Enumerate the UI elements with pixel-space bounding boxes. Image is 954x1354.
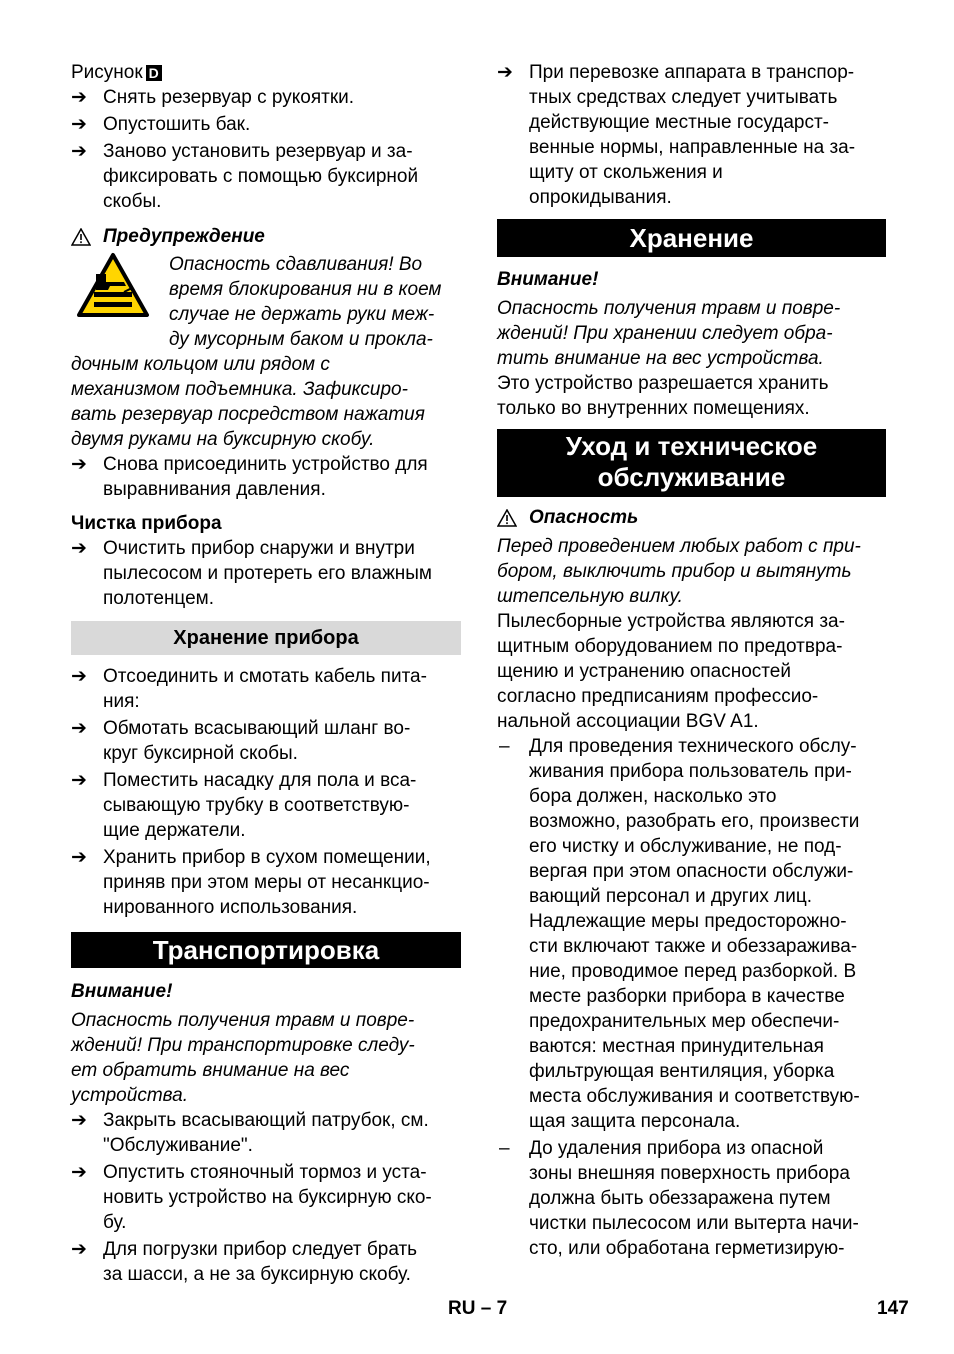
transport-attention-label: Внимание! — [71, 981, 173, 1002]
list-item-line: приняв при этом меры от несанкцио- — [103, 872, 430, 893]
maintenance-text-line: щитным оборудованием по предотвра- — [497, 636, 843, 657]
list-item-line: сывающую трубку в соответствую- — [103, 795, 410, 816]
storage-text-line: только во внутренних помещениях. — [497, 398, 810, 419]
danger-text — [497, 534, 886, 609]
list-item-line: Обмотать всасывающий шланг во- — [103, 718, 411, 739]
list-item-line: опрокидывания. — [529, 187, 672, 208]
list-item-line: круг буксирной скобы. — [103, 743, 298, 764]
transport-warning-line: устройства. — [71, 1085, 188, 1106]
list-item-line: должна быть обеззаражена путем — [529, 1188, 831, 1209]
arrow-right-icon: ➔ — [71, 1162, 87, 1183]
storage-warning-line: ждений! При хранении следует обра- — [497, 323, 833, 344]
danger-text-line: Перед проведением любых работ с при- — [497, 536, 861, 557]
list-item-line: сто, или обработана герметизирую- — [529, 1238, 845, 1259]
list-item-line: полотенцем. — [103, 588, 215, 609]
list-item-line: пылесосом и протереть его влажным — [103, 563, 432, 584]
warning-line: дочным кольцом или рядом с — [71, 354, 330, 375]
arrow-right-icon: ➔ — [71, 454, 87, 475]
maintenance-text-line: щению и устранению опасностей — [497, 661, 791, 682]
list-item-line: тных средствах следует учитывать — [529, 87, 838, 108]
storage-text-line: Это устройство разрешается хранить — [497, 373, 829, 394]
arrow-right-icon: ➔ — [71, 87, 87, 108]
arrow-right-icon: ➔ — [71, 770, 87, 791]
list-item-line: ния: — [103, 691, 140, 712]
transport-warning-line: Опасность получения травм и повре- — [71, 1010, 415, 1031]
vehicle-transport-step — [497, 60, 886, 210]
removal-steps — [71, 85, 461, 216]
warning-line: вать резервуар посредством нажатия — [71, 404, 425, 425]
storage-warning-text — [497, 296, 886, 371]
cleaning-step — [71, 536, 461, 611]
arrow-right-icon: ➔ — [71, 1110, 87, 1131]
arrow-right-icon: ➔ — [71, 538, 87, 559]
list-item-line: вергая при этом опасности обслужи- — [529, 861, 854, 882]
transport-warning-line: ет обратить внимание на вес — [71, 1060, 350, 1081]
storage-warning-line: тить внимание на вес устройства. — [497, 348, 824, 369]
list-item-line: Снять резервуар с рукоятки. — [103, 87, 355, 108]
list-item — [71, 1160, 461, 1235]
list-item — [71, 716, 461, 766]
danger-heading: Опасность — [497, 505, 886, 530]
list-item — [71, 85, 461, 110]
list-item — [71, 1237, 461, 1287]
arrow-right-icon: ➔ — [71, 847, 87, 868]
cleaning-heading: Чистка прибора — [71, 513, 222, 534]
list-item-line: Закрыть всасывающий патрубок, см. — [103, 1110, 429, 1131]
warning-line: время блокирования ни в коем — [169, 279, 442, 300]
left-column — [71, 60, 461, 1289]
list-item — [71, 845, 461, 920]
list-item-line: Поместить насадку для пола и вса- — [103, 770, 417, 791]
arrow-right-icon: ➔ — [71, 718, 87, 739]
storage-device-heading: Хранение прибора — [71, 621, 461, 655]
transport-steps — [71, 1108, 461, 1289]
list-item — [497, 734, 886, 1134]
storage-warning-line: Опасность получения травм и повре- — [497, 298, 841, 319]
list-item-line: возможно, разобрать его, произвести — [529, 811, 860, 832]
arrow-right-icon: ➔ — [71, 141, 87, 162]
figure-reference: Рисунок D — [71, 60, 461, 85]
list-item-line: места обслуживания и соответствую- — [529, 1086, 860, 1107]
storage-attention-label: Внимание! — [497, 269, 599, 290]
list-item-line: ние, проводимое перед разборкой. В — [529, 961, 857, 982]
list-item-line: вающий персонал и других лиц. — [529, 886, 812, 907]
list-item-line: бора должен, насколько это — [529, 786, 777, 807]
list-item-line: его чистку и обслуживание, не под- — [529, 836, 842, 857]
list-item-line: новить устройство на буксирную ско- — [103, 1187, 432, 1208]
warning-line: Опасность сдавливания! Во — [169, 254, 423, 275]
arrow-right-icon: ➔ — [71, 114, 87, 135]
danger-text-line: штепсельную вилку. — [497, 586, 683, 607]
warning-line: случае не держать руки меж- — [169, 304, 435, 325]
maintenance-text-line: нальной ассоциации BGV A1. — [497, 711, 759, 732]
list-item — [71, 536, 461, 611]
list-item — [71, 452, 461, 502]
transport-section-title: Транспортировка — [71, 932, 461, 968]
arrow-right-icon: ➔ — [71, 1239, 87, 1260]
list-item-line: предохранительных мер обеспечи- — [529, 1011, 840, 1032]
list-item-line: Хранить прибор в сухом помещении, — [103, 847, 431, 868]
dash-bullet-icon: – — [499, 1138, 510, 1159]
list-item-line: Очистить прибор снаружи и внутри — [103, 538, 415, 559]
list-item-line: Опустошить бак. — [103, 114, 251, 135]
list-item-line: фильтрующая вентиляция, уборка — [529, 1061, 835, 1082]
page-number: 147 — [877, 1298, 909, 1319]
danger-text-line: бором, выключить прибор и вытянуть — [497, 561, 852, 582]
warning-triangle-icon — [71, 228, 91, 246]
list-item — [71, 664, 461, 714]
list-item — [497, 60, 886, 210]
maintenance-text-line: Пылесборные устройства являются за- — [497, 611, 845, 632]
list-item-line: "Обслуживание". — [103, 1135, 253, 1156]
storage-text — [497, 371, 886, 421]
list-item-line: нированного использования. — [103, 897, 358, 918]
hand-crush-hazard-icon — [76, 252, 150, 318]
list-item-line: При перевозке аппарата в транспор- — [529, 62, 855, 83]
warning-line: механизмом подъемника. Зафиксиро- — [71, 379, 408, 400]
reconnect-step — [71, 452, 461, 502]
storage-steps — [71, 664, 461, 922]
list-item-line: сти включают также и обеззаражива- — [529, 936, 858, 957]
list-item — [497, 1136, 886, 1261]
list-item-line: за шасси, а не за буксирную скобу. — [103, 1264, 411, 1285]
list-item-line: Отсоединить и смотать кабель пита- — [103, 666, 427, 687]
arrow-right-icon: ➔ — [497, 62, 513, 83]
warning-triangle-icon — [497, 509, 517, 527]
list-item-line: зоны внешняя поверхность прибора — [529, 1163, 850, 1184]
list-item-line: фиксировать с помощью буксирной — [103, 166, 419, 187]
maintenance-text-line: согласно предписаниям профессио- — [497, 686, 819, 707]
warning-block — [71, 252, 461, 452]
warning-line: ду мусорным баком и прокла- — [169, 329, 433, 350]
list-item-line: ваются: местная принудительная — [529, 1036, 824, 1057]
list-item-line: венные нормы, направленные на за- — [529, 137, 856, 158]
list-item-line: До удаления прибора из опасной — [529, 1138, 824, 1159]
maintenance-section-title: Уход и техническое обслуживание — [497, 429, 886, 497]
list-item-line: Заново установить резервуар и за- — [103, 141, 413, 162]
list-item-line: Для погрузки прибор следует брать — [103, 1239, 418, 1260]
figure-letter-badge: D — [146, 65, 162, 81]
list-item-line: месте разборки прибора в качестве — [529, 986, 845, 1007]
list-item — [71, 112, 461, 137]
list-item-line: чистки пылесосом или вытерта начи- — [529, 1213, 859, 1234]
list-item-line: скобы. — [103, 191, 162, 212]
warning-heading: Предупреждение — [71, 224, 461, 249]
list-item-line: щиту от скольжения и — [529, 162, 723, 183]
storage-section-title: Хранение — [497, 219, 886, 257]
warning-line: двумя руками на буксирную скобу. — [71, 429, 375, 450]
list-item-line: действующие местные государст- — [529, 112, 830, 133]
list-item — [71, 768, 461, 843]
language-page-label: RU – 7 — [448, 1298, 508, 1319]
right-column — [497, 60, 886, 1263]
list-item-line: Снова присоединить устройство для — [103, 454, 428, 475]
list-item-line: щая защита персонала. — [529, 1111, 741, 1132]
list-item-line: Надлежащие меры предосторожно- — [529, 911, 847, 932]
transport-warning-line: ждений! При транспортировке следу- — [71, 1035, 415, 1056]
maintenance-dash-list — [497, 734, 886, 1263]
transport-warning-text — [71, 1008, 461, 1108]
list-item-line: Для проведения технического обслу- — [529, 736, 857, 757]
arrow-right-icon: ➔ — [71, 666, 87, 687]
list-item-line: выравнивания давления. — [103, 479, 326, 500]
maintenance-text — [497, 609, 886, 734]
list-item-line: щие держатели. — [103, 820, 246, 841]
list-item-line: бу. — [103, 1212, 127, 1233]
list-item-line: Опустить стояночный тормоз и уста- — [103, 1162, 427, 1183]
list-item-line: живания прибора пользователь при- — [529, 761, 852, 782]
list-item — [71, 139, 461, 214]
list-item — [71, 1108, 461, 1158]
dash-bullet-icon: – — [499, 736, 510, 757]
